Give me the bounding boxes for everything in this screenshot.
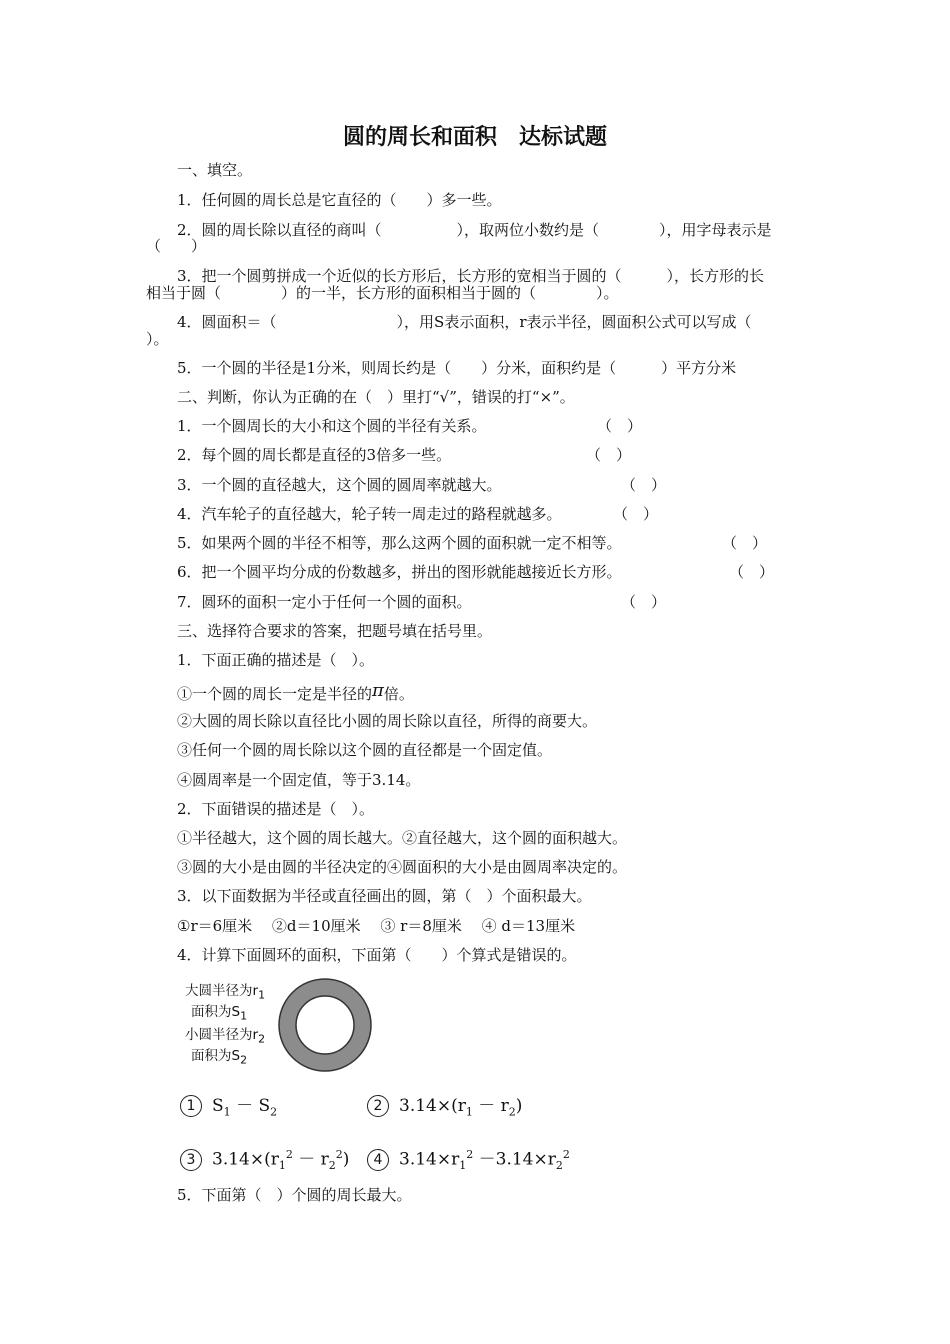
formula-option-4: 4 $3.14\times r_1^2 -3.14\times r_2^2$ xyxy=(367,1142,570,1179)
formula-option-1: 1 $S_1 - S_2$ xyxy=(180,1093,277,1125)
judge-item-1: 1．一个圆周长的大小和这个圆的半径有关系。 xyxy=(177,417,487,435)
formula-option-2: 2 $3.14\times(r_1 - r_2)$ xyxy=(367,1093,522,1125)
judge-item-2: 2．每个圆的周长都是直径的3倍多一些。 xyxy=(177,446,452,464)
section2-heading: 二、判断，你认为正确的在（ ）里打“√”，错误的打“×”。 xyxy=(177,388,575,406)
judge-bracket-7: （ ） xyxy=(621,593,667,611)
big-circle-area-label: 面积为$S_1$ xyxy=(191,1004,248,1023)
judge-item-6: 6．把一个圆平均分成的份数越多，拼出的图形就能越接近长方形。 xyxy=(177,563,622,581)
judge-bracket-2: （ ） xyxy=(586,446,632,464)
choice-3-options: ①r＝6厘米 ②d＝10厘米 ③ r＝8厘米 ④ d＝13厘米 xyxy=(177,917,576,935)
choice-1-option-4: ④圆周率是一个固定值，等于3.14。 xyxy=(177,771,421,789)
inner-circle xyxy=(296,996,354,1054)
judge-item-5: 5．如果两个圆的半径不相等，那么这两个圆的面积就一定不相等。 xyxy=(177,534,622,552)
judge-item-3: 3．一个圆的直径越大，这个圆的圆周率就越大。 xyxy=(177,476,502,494)
fill-question-5: 5．一个圆的半径是1分米，则周长约是（ ）分米，面积约是（ ）平方分米 xyxy=(177,359,737,377)
judge-bracket-6: （ ） xyxy=(729,563,775,581)
fill-question-3-cont: 相当于圆（ ）的一半，长方形的面积相当于圆的（ ）。 xyxy=(146,284,619,302)
big-circle-radius-label: 大圆半径为$r_1$ xyxy=(185,983,266,1002)
fill-question-4-cont: ）。 xyxy=(146,330,169,348)
pi-symbol: π xyxy=(372,680,384,701)
judge-item-4: 4．汽车轮子的直径越大，轮子转一周走过的路程就越多。 xyxy=(177,505,562,523)
judge-bracket-3: （ ） xyxy=(621,476,667,494)
small-circle-area-label: 面积为$S_2$ xyxy=(191,1048,248,1067)
fill-question-2: 2．圆的周长除以直径的商叫（ ），取两位小数约是（ ），用字母表示是 xyxy=(177,221,772,239)
section3-heading: 三、选择符合要求的答案，把题号填在括号里。 xyxy=(177,622,493,640)
page-title: 圆的周长和面积 达标试题 xyxy=(342,125,607,150)
judge-bracket-4: （ ） xyxy=(613,505,659,523)
section1-heading: 一、填空。 xyxy=(177,161,253,179)
choice-1-option-3: ③任何一个圆的周长除以这个圆的直径都是一个固定值。 xyxy=(177,741,553,759)
judge-bracket-1: （ ） xyxy=(597,417,643,435)
fill-question-1: 1．任何圆的周长总是它直径的（ ）多一些。 xyxy=(177,191,502,209)
choice-2-options-b: ③圆的大小是由圆的半径决定的④圆面积的大小是由圆周率决定的。 xyxy=(177,858,628,876)
annulus-diagram xyxy=(177,975,382,1080)
small-circle-radius-label: 小圆半径为$r_2$ xyxy=(185,1027,266,1046)
ring-shape xyxy=(277,975,377,1075)
choice-1-option-2: ②大圆的周长除以直径比小圆的周长除以直径，所得的商要大。 xyxy=(177,712,598,730)
formula-option-3: 3 $3.14\times(r_1^2 - r_2^2)$ xyxy=(180,1142,349,1179)
choice-question-1: 1．下面正确的描述是（ ）。 xyxy=(177,651,375,669)
judge-bracket-5: （ ） xyxy=(722,534,768,552)
fill-question-2-cont: （ ） xyxy=(146,237,207,255)
fill-question-4: 4．圆面积＝（ ），用S表示面积，r表示半径，圆面积公式可以写成（ xyxy=(177,313,752,331)
choice-2-options-a: ①半径越大，这个圆的周长越大。②直径越大，这个圆的面积越大。 xyxy=(177,829,628,847)
choice-question-2: 2．下面错误的描述是（ ）。 xyxy=(177,800,375,818)
choice-1-option-1: ①一个圆的周长一定是半径的π倍。 xyxy=(177,680,414,703)
fill-question-3: 3．把一个圆剪拼成一个近似的长方形后，长方形的宽相当于圆的（ ），长方形的长 xyxy=(177,267,765,285)
choice-question-4: 4．计算下面圆环的面积，下面第（ ）个算式是错误的。 xyxy=(177,946,577,964)
judge-item-7: 7．圆环的面积一定小于任何一个圆的面积。 xyxy=(177,593,472,611)
choice-question-3: 3．以下面数据为半径或直径画出的圆，第（ ）个面积最大。 xyxy=(177,887,592,905)
choice-question-5: 5．下面第（ ）个圆的周长最大。 xyxy=(177,1186,412,1204)
